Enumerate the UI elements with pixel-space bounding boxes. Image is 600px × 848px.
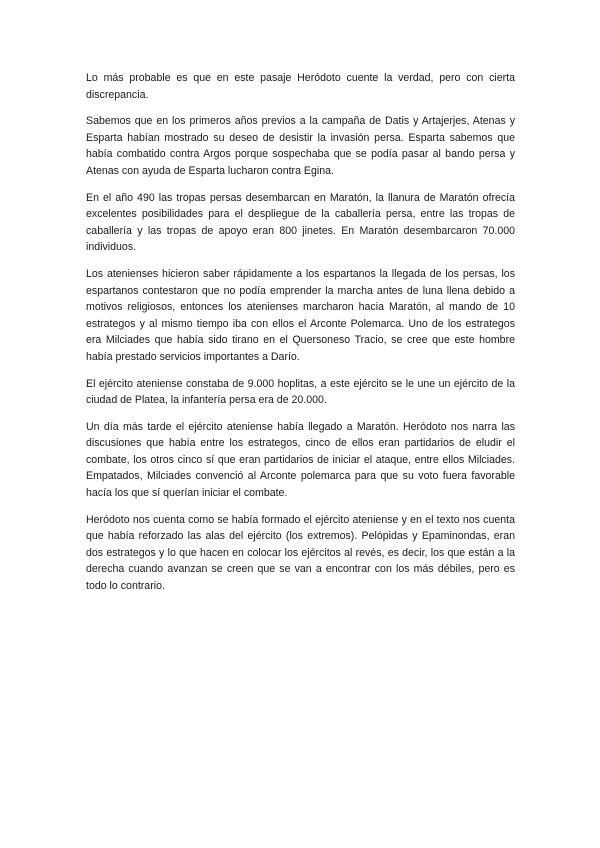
paragraph-4: Los atenienses hicieron saber rápidamente a los espartanos la llegada de los persas, los espartanos contestaron que no podía emprender la marcha antes de luna llena debido a motivos religiosos, entonces los atenienses marcharon hacia Maratón, al mando de 10 estrategos y al mismo tiempo iba con ellos el Arconte Polemarca. Uno de los estrategos era Milciades que había sido tirano en el Quersoneso Tracio, se cree que este hombre había prestado servicios importantes a Darío.: [86, 267, 515, 363]
document-body: [86, 70, 515, 605]
paragraph-2: Sabemos que en los primeros años previos a la campaña de Datis y Artajerjes, Atenas y Esparta habían mostrado su deseo de desistir la invasión persa. Esparta sabemos que había combatido contra Argos porque sospechaba que se podía pasar al bando persa y Atenas con ayuda de Esparta lucharon contra Egina.: [86, 115, 515, 177]
paragraph-1: Lo más probable es que en este pasaje Heródoto cuente la verdad, pero con cierta discrepancia.: [86, 72, 515, 101]
paragraph-3: En el año 490 las tropas persas desembarcan en Maratón, la llanura de Maratón ofrecía excelentes posibilidades para el despliegue de la caballería persa, entre las tropas de caballería y las tropas de apoyo eran 800 jinetes. En Maratón desembarcaron 70.000 individuos.: [86, 191, 515, 254]
paragraph-7: Heródoto nos cuenta como se había formado el ejército ateniense y en el texto nos cuenta que había reforzado las alas del ejército (los extremos). Pelópidas y Epaminondas, eran dos estrategos y lo que hacen en colocar los ejércitos al revés, es decir, los que están a la derecha cuando avanzan se creen que se van a encontrar con los más débiles, pero es todo lo contrario.: [86, 513, 515, 593]
paragraph-6: Un día más tarde el ejército ateniense había llegado a Maratón. Heródoto nos narra las discusiones que había entre los estrategos, cinco de ellos eran partidarios de eludir el combate, los otros cinco sí que eran partidarios de iniciar el ataque, entre ellos Milciades. Empatados, Milciades convenció al Arconte polemarca para que su voto fuera favorable hacía los que sí querían iniciar el combate.: [86, 420, 515, 500]
paragraph-5: El ejército ateniense constaba de 9.000 hoplitas, a este ejército se le une un ejército de la ciudad de Platea, la infantería persa era de 20.000.: [86, 377, 515, 407]
